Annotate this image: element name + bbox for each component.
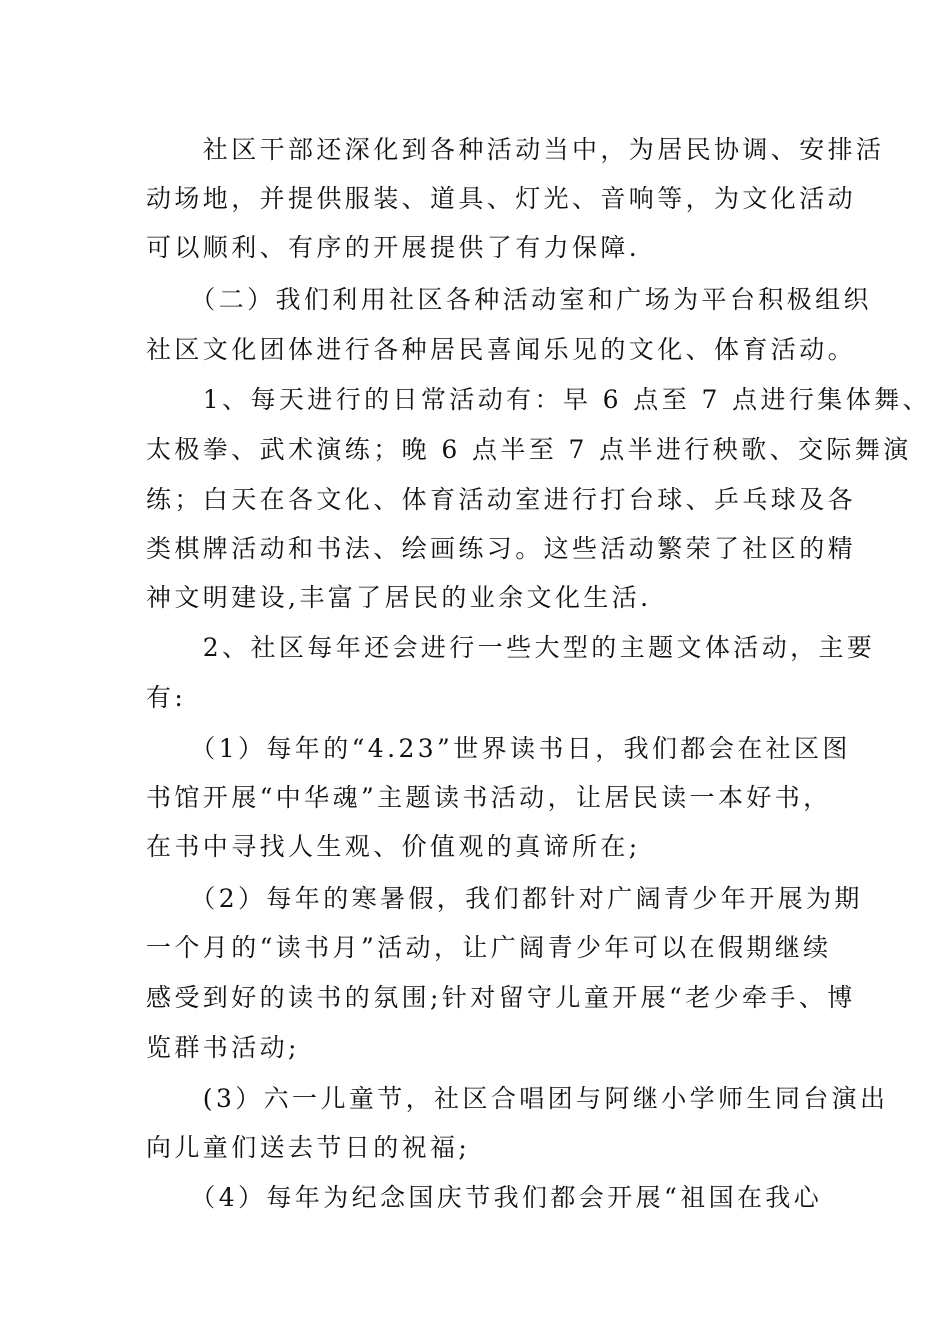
- text-line: 有:: [146, 683, 187, 712]
- text-line: 太极拳、武术演练；晚 6 点半至 7 点半进行秧歌、交际舞演: [146, 435, 912, 464]
- text-line: 2、社区每年还会进行一些大型的主题文体活动，主要: [146, 633, 876, 662]
- text-line: 书馆开展“中华魂”主题读书活动，让居民读一本好书，: [146, 783, 832, 812]
- text-line: 练；白天在各文化、体育活动室进行打台球、乒乓球及各: [146, 485, 857, 514]
- text-line: (3）六一儿童节，社区合唱团与阿继小学师生同台演出: [146, 1084, 889, 1113]
- text-line: 社区文化团体进行各种居民喜闻乐见的文化、体育活动。: [146, 335, 857, 364]
- text-line: 社区干部还深化到各种活动当中，为居民协调、安排活: [146, 135, 885, 164]
- text-line: 类棋牌活动和书法、绘画练习。这些活动繁荣了社区的精: [146, 534, 857, 563]
- text-line: （2）每年的寒暑假，我们都针对广阔青少年开展为期: [146, 884, 863, 913]
- text-line: 在书中寻找人生观、价值观的真谛所在;: [146, 832, 641, 861]
- text-line: （1）每年的“4.23”世界读书日，我们都会在社区图: [146, 734, 851, 763]
- text-line: 感受到好的读书的氛围;针对留守儿童开展“老少牵手、博: [146, 983, 856, 1012]
- text-line: （二）我们利用社区各种活动室和广场为平台积极组织: [146, 285, 872, 314]
- text-line: （4）每年为纪念国庆节我们都会开展“祖国在我心: [146, 1183, 823, 1212]
- text-line: 动场地，并提供服装、道具、灯光、音响等，为文化活动: [146, 184, 857, 213]
- text-line: 向儿童们送去节日的祝福;: [146, 1133, 471, 1162]
- text-line: 一个月的“读书月”活动，让广阔青少年可以在假期继续: [146, 933, 832, 962]
- text-line: 神文明建设,丰富了居民的业余文化生活.: [146, 583, 652, 612]
- text-line: 1、每天进行的日常活动有：早 6 点至 7 点进行集体舞、: [146, 385, 931, 414]
- text-line: 览群书活动;: [146, 1033, 300, 1062]
- text-line: 可以顺利、有序的开展提供了有力保障.: [146, 233, 641, 262]
